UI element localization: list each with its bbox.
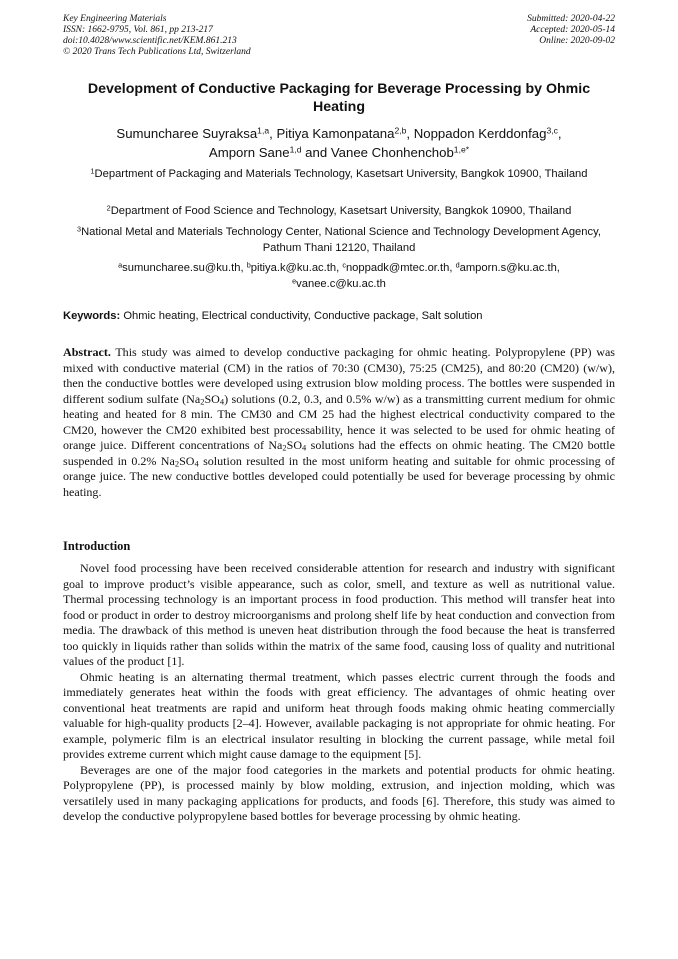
email-separator: , [449,262,456,274]
email-list [70,260,608,292]
affiliation-number: 1 [90,166,95,176]
email-address[interactable]: vanee.c@ku.ac.th [296,278,386,290]
formula-part: SO [204,391,220,406]
affiliation-text: Department of Food Science and Technology, Kasetsart University, Bangkok 10900, Thailand [110,205,572,217]
email-separator: , [240,262,247,274]
author-mark: 1,a [257,125,270,136]
email-mark: b [246,260,251,270]
author-separator: , [557,126,562,141]
abstract-text: This study was aimed to develop conductive packaging for ohmic heating. Polypropylene (PP) was mixed with conductive material (CM) in the ratios of 70:30 (CM30), 75:25 (CM25), and 80:20 (CM20) (w/w), then the conductive bottles were developed using extrusion blow molding process. The bottles were suspended in different sodium sulfate (Na [63,345,615,406]
author-name: Amporn Sane [208,145,290,160]
author-mark: 2,b [394,125,407,136]
keywords-label: Keywords: [63,310,121,322]
email-address[interactable]: sumuncharee.su@ku.th [122,262,241,274]
author-separator: and [301,145,331,160]
keywords-text: Ohmic heating, Electrical conductivity, Conductive package, Salt solution [123,310,483,322]
author-name: Pitiya Kamonpatana [276,126,395,141]
paragraph: Ohmic heating is an alternating thermal treatment, which passes electric current through the foods and immediately generates heat within the foods with great efficiency. The advantages of ohmic heating over conventional heat treatments are rapid and uniform heat through foods making ohmic heating commercially valuable for high-quality products [2–4]. However, available packaging is not appropriate for ohmic heating. For example, polymeric film is an electrical insulator resulting in blocking the current passage, while metal foil provides extreme current which might cause damage to the equipment [5]. [63,669,615,761]
email-separator: , [556,262,560,274]
paragraph: Novel food processing have been received considerable attention for research and industry with significant goal to improve product’s visible appearance, such as color, smell, and texture as well as nutritional value. Thermal processing technology is an important process in food production. This method will transfer heat into food or product in order to destroy microorganisms and prolong shelf life by heat conduction and convection from media. The drawback of this method is uneven heat distribution through the food because the heat is transferred too quickly in liquids rather than solids within the matrix of the same food, causing loss of quality and nutritional values of the product [1]. [63,561,615,668]
issn: ISSN: 1662-9795, Vol. 861, pp 213-217 [63,25,213,35]
abstract-label: Abstract. [63,345,111,359]
subscript: 2 [282,442,287,453]
doi: doi:10.4028/www.scientific.net/KEM.861.213 [63,36,237,46]
section-heading: Introduction [63,539,131,553]
copyright: © 2020 Trans Tech Publications Ltd, Switzerland [63,47,251,57]
abstract [63,345,615,500]
keywords [63,309,623,324]
journal-info [63,14,251,58]
email-mark: e [292,276,297,286]
abstract-text: ) solutions (0.2, 0.3, and 0.5% w/w) as a transmitting current medium for ohmic heating and heated for 8 min. The CM30 and CM 25 had the highest electrical conductivity compared to the CM20, however the CM20 exhibited best processability, hence it was selected to be used for ohmic heating of orange juice. Different concentrations of Na [63,391,616,452]
email-address[interactable]: noppadk@mtec.or.th [345,262,450,274]
author-mark: 1,e* [453,144,470,155]
affiliation-number: 2 [106,203,111,213]
email-mark: a [118,260,123,270]
subscript: 4 [194,458,199,469]
abstract-text: solutions had the effects on ohmic heating. The CM20 bottle suspended in 0.2% Na [63,438,616,468]
author-name: Sumuncharee Suyraksa [116,126,258,141]
affiliation-text: National Metal and Materials Technology Center, National Science and Technology Development Agency, Pathum Thani 12120, Thailand [81,226,601,254]
affiliation [70,166,608,182]
subscript: 4 [302,442,307,453]
author-name: Vanee Chonhenchob [330,145,454,160]
subscript: 2 [174,458,180,469]
subscript: 4 [219,396,225,407]
formula-part: SO [179,453,195,468]
affiliation-number: 3 [77,224,82,234]
accepted-date: Accepted: 2020-05-14 [530,25,615,35]
author-separator: , [406,126,414,141]
online-date: Online: 2020-09-02 [539,36,615,46]
publication-dates [527,14,615,47]
email-separator: , [336,262,343,274]
paper-title: Development of Conductive Packaging for Beverage Processing by Ohmic Heating [87,81,591,115]
author-list [63,124,615,162]
author-mark: 3,c [546,125,558,136]
email-address[interactable]: pitiya.k@ku.ac.th [250,262,337,274]
affiliation [70,224,608,256]
abstract-text: solution resulted in the most uniform heating and suitable for ohmic processing of orange juice. The new conductive bottles developed could potentially be used for beverage processing by ohmic heating. [63,453,616,499]
introduction-body [63,561,615,825]
author-mark: 1,d [289,144,302,155]
submitted-date: Submitted: 2020-04-22 [527,14,615,24]
paragraph: Beverages are one of the major food categories in the markets and potential products for ohmic heating. Polypropylene (PP), is processed mainly by blow molding, extrusion, and injection molding, which was versatilely used in many packaging applications for products, and foods [6]. Therefore, this study was aimed to develop the conductive polypropylene based bottles for beverage processing by ohmic heating. [63,762,615,823]
email-address[interactable]: amporn.s@ku.ac.th [459,262,557,274]
email-mark: c [342,260,346,270]
journal-name: Key Engineering Materials [63,14,167,24]
author-separator: , [269,126,277,141]
author-name: Noppadon Kerddonfag [413,126,547,141]
affiliation-text: Department of Packaging and Materials Technology, Kasetsart University, Bangkok 10900, Thailand [94,168,588,180]
affiliation [70,203,608,219]
email-mark: d [455,260,460,270]
subscript: 2 [200,396,205,407]
formula-part: SO [286,438,303,452]
